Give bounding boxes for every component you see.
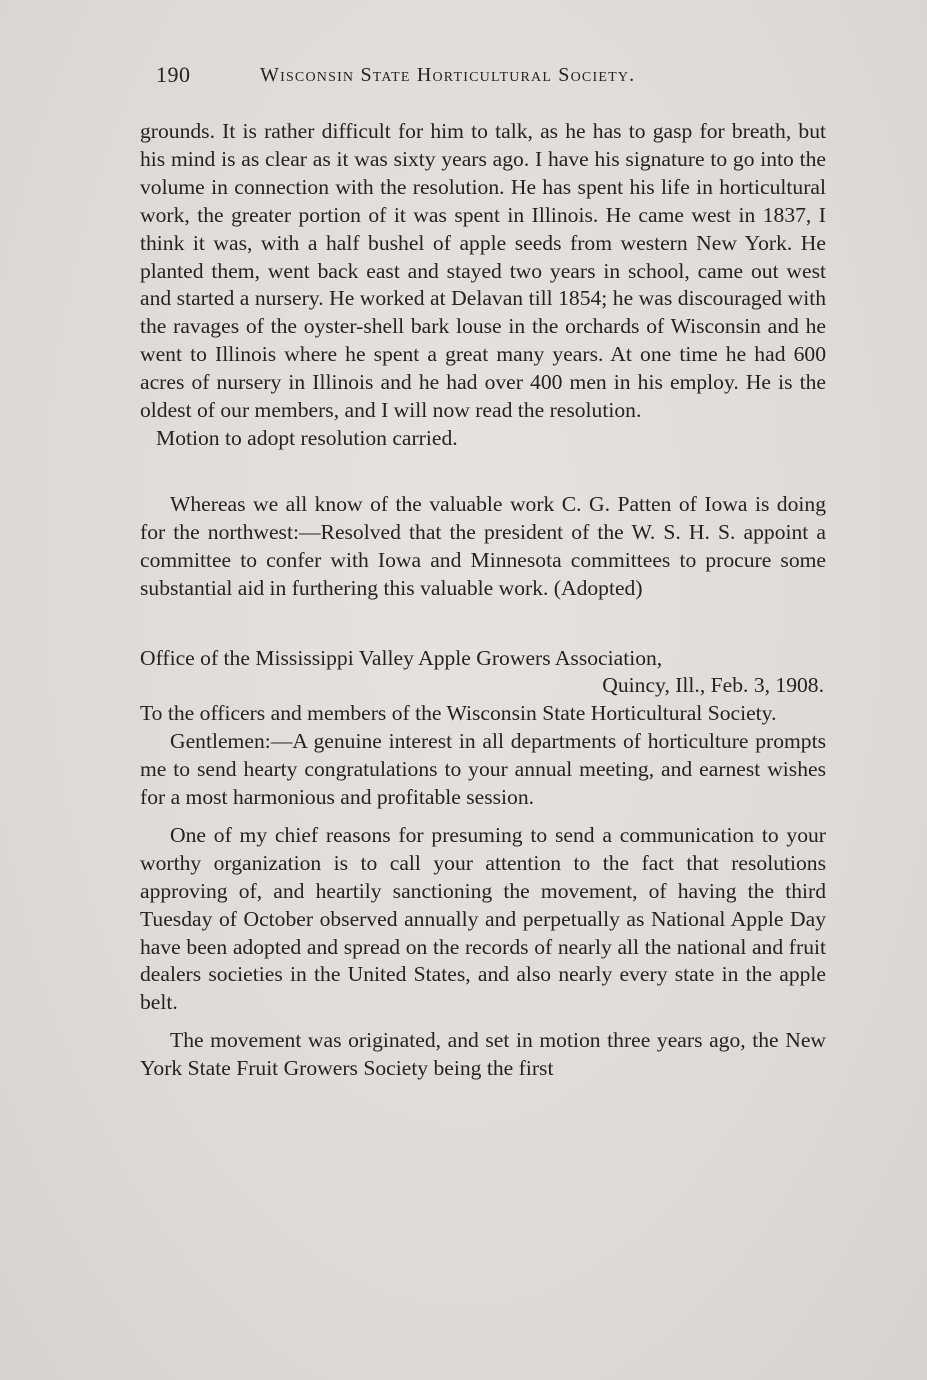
paragraph-resolution: Whereas we all know of the valuable work C. G. Patten of Iowa is doing for the northwest:—Resolved that the president of the W. S. H. S. appoint a committee to confer with Iowa and Minnesota committees to procure some substantial aid in furthering this valuable work. (Adopted) bbox=[140, 491, 826, 600]
dateline: Quincy, Ill., Feb. 3, 1908. bbox=[602, 673, 824, 698]
page-header bbox=[156, 62, 736, 96]
paragraph-salutation: Gentlemen:—A genuine interest in all departments of horticulture prompts me to send hearty congratulations to your annual meeting, and earnest wishes for a most harmonious and profitable session. bbox=[140, 729, 826, 810]
paragraph-origin: The movement was originated, and set in motion three years ago, the New York State Fruit Growers Society being the first bbox=[140, 1028, 826, 1081]
letter-addressee: To the officers and members of the Wisconsin State Horticultural Society. bbox=[140, 701, 777, 726]
running-title: Wisconsin State Horticultural Society. bbox=[260, 64, 636, 86]
letterhead-line: Office of the Mississippi Valley Apple Growers Association, bbox=[140, 645, 663, 670]
paragraph-motion: Motion to adopt resolution carried. bbox=[156, 425, 458, 450]
paragraph-apple-day: One of my chief reasons for presuming to send a communication to your worthy organization is to call your attention to the fact that resolutions approving of, and heartily sanctioning the movement, of having the third Tuesday of October observed annually and perpetually as National Apple Day have been adopted and spread on the records of nearly all the national and fruit dealers societies in the United States, and also nearly every state in the apple belt. bbox=[140, 822, 826, 1015]
page-body bbox=[140, 118, 826, 1083]
paragraph-continuation: grounds. It is rather difficult for him to talk, as he has to gasp for breath, but his mind is as clear as it was sixty years ago. I have his signature to go into the volume in connection with the resolution. He has spent his life in horticultural work, the greater portion of it was spent in Illinois. He came west in 1837, I think it was, with a half bushel of apple seeds from western New York. He planted them, went back east and stayed two years in school, came out west and started a nursery. He worked at Delavan till 1854; he was discouraged with the ravages of the oyster-shell bark louse in the orchards of Wisconsin and he went to Illinois where he spent a great many years. At one time he had 600 acres of nursery in Illinois and he had over 400 men in his employ. He is the oldest of our members, and I will now read the resolution. bbox=[140, 119, 826, 423]
page-number: 190 bbox=[156, 62, 191, 87]
